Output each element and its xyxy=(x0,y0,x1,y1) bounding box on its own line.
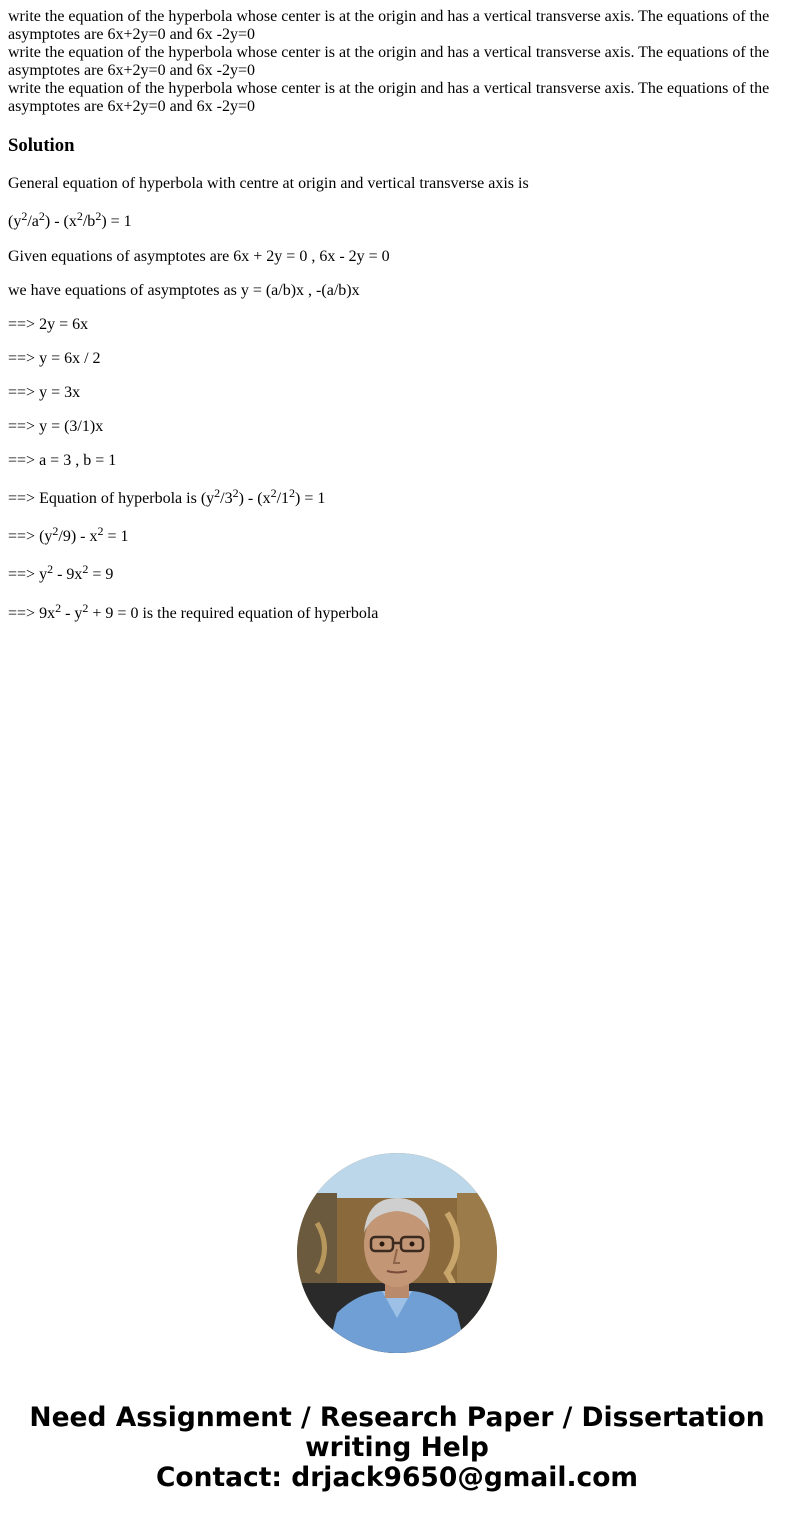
solution-step: ==> y = 3x xyxy=(8,384,81,401)
solution-step: we have equations of asymptotes as y = (a/b)x , -(a/b)x xyxy=(8,282,360,299)
solution-step: General equation of hyperbola with centre at origin and vertical transverse axis is xyxy=(8,175,529,192)
solution-step: ==> $(y^2/9) - x^2 = 1$ xyxy=(8,524,129,545)
question-text: write the equation of the hyperbola whose center is at the origin and has a vertical transverse axis. The equations of the asymptotes are 6x+2y=0 and 6x -2y=0 xyxy=(8,8,770,43)
question-text: write the equation of the hyperbola whose center is at the origin and has a vertical transverse axis. The equations of the asymptotes are 6x+2y=0 and 6x -2y=0 xyxy=(8,44,770,79)
solution-step: ==> $y^2 - 9x^2 = 9$ xyxy=(8,562,114,583)
solution-heading: Solution xyxy=(8,135,75,156)
solution-step: ==> y = 6x / 2 xyxy=(8,350,101,367)
contact-banner xyxy=(0,1403,794,1493)
banner-line: Need Assignment / Research Paper / Dissertation xyxy=(29,1402,765,1433)
solution-step: ==> $9x^2 - y^2 + 9 = 0$ is the required equation of hyperbola xyxy=(8,601,379,622)
solution-step: ==> y = (3/1)x xyxy=(8,418,104,435)
question-text: write the equation of the hyperbola whose center is at the origin and has a vertical transverse axis. The equations of the asymptotes are 6x+2y=0 and 6x -2y=0 xyxy=(8,80,770,115)
solution-step: $(y^2/a^2) - (x^2/b^2) = 1$ xyxy=(8,209,132,230)
solution-step: ==> Equation of hyperbola is $(y^2/3^2) - (x^2/1^2) = 1$ xyxy=(8,486,326,507)
solution-step: Given equations of asymptotes are 6x + 2y = 0 , 6x - 2y = 0 xyxy=(8,248,390,265)
solution-step: ==> 2y = 6x xyxy=(8,316,89,333)
contact-email: Contact: drjack9650@gmail.com xyxy=(155,1462,639,1493)
tutor-photo-icon xyxy=(297,1153,497,1353)
solution-step: ==> a = 3 , b = 1 xyxy=(8,452,117,469)
question-block xyxy=(8,8,786,116)
banner-line: writing Help xyxy=(305,1432,489,1463)
